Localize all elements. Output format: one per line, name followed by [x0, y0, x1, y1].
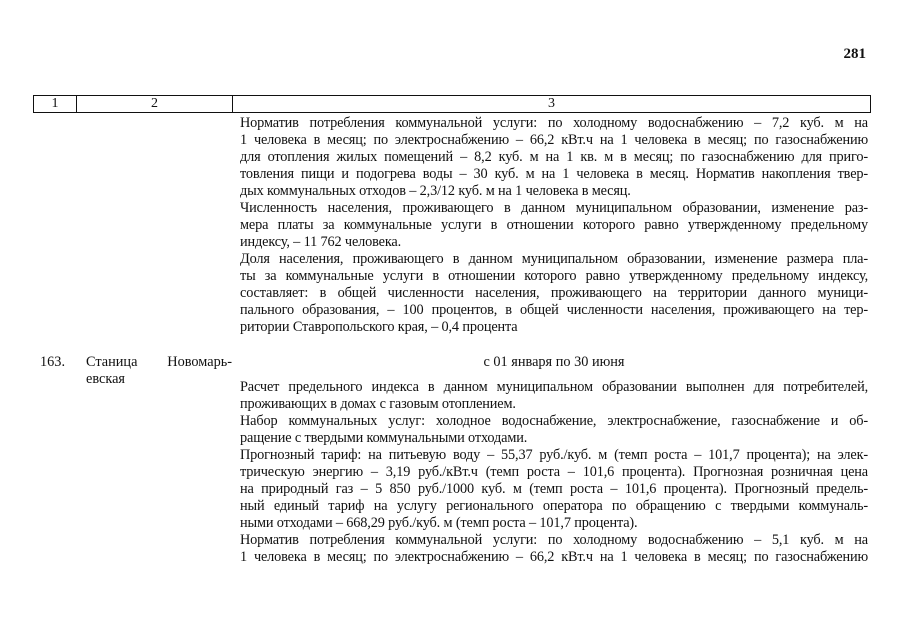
text-line: Норматив потребления коммунальной услуги: по холодному водоснабжению – 7,2 куб. м на	[240, 115, 868, 131]
text-line: 1 человека в месяц; по электроснабжению – 66,2 кВт.ч на 1 человека в месяц; по газоснабжению	[240, 132, 868, 148]
text-line: индексу, – 11 762 человека.	[240, 234, 402, 250]
header-col-1: 1	[34, 96, 77, 112]
text-line: ный единый тариф на услугу регионального оператора по обращению с твердыми коммуналь-	[240, 498, 868, 514]
text-line: мера платы за коммунальные услуги в отношении которого равно утвержденному предельному	[240, 217, 868, 233]
text-line: товления пищи и подогрева воды – 30 куб. м на 1 человека в месяц. Норматив накопления твер-	[240, 166, 868, 182]
text-line: пального образования, – 100 процентов, в общей численности населения, проживающего на тер-	[240, 302, 868, 318]
text-line: Доля населения, проживающего в данном муниципальном образовании, изменение размера пла-	[240, 251, 868, 267]
entry-text	[240, 379, 868, 566]
text-line: Расчет предельного индекса в данном муниципальном образовании выполнен для потребителей,	[240, 379, 868, 395]
text-line: проживающих в домах с газовым отоплением.	[240, 396, 516, 412]
entry-name-part: евская	[86, 371, 126, 387]
text-line: 1 человека в месяц; по электроснабжению – 66,2 кВт.ч на 1 человека в месяц; по газоснабжению	[240, 549, 868, 565]
text-line: ты за коммунальные услуги в отношении которого равно утвержденному предельному индексу,	[240, 268, 868, 284]
text-line: ными отходами – 668,29 руб./куб. м (темп роста – 101,7 процента).	[240, 515, 638, 531]
entry-name	[86, 354, 232, 388]
entry-number: 163.	[40, 354, 66, 370]
header-col-2: 2	[77, 96, 233, 112]
text-line: ритории Ставропольского края, – 0,4 процента	[240, 319, 518, 335]
entry-period: с 01 января по 30 июня	[483, 354, 625, 370]
text-line: трическую энергию – 3,19 руб./кВт.ч (темп роста – 101,6 процента). Прогнозная розничная цена	[240, 464, 868, 480]
entry-name-part: Станица	[86, 354, 138, 370]
entry-name-part: Новомарь-	[167, 354, 232, 370]
text-line: ращение с твердыми коммунальными отходами.	[240, 430, 528, 446]
header-col-3: 3	[548, 96, 555, 111]
page-number: 281	[843, 46, 866, 62]
text-line: составляет: в общей численности населения, проживающего на территории данного муници-	[240, 285, 868, 301]
table-header-row	[33, 95, 871, 113]
text-line: Численность населения, проживающего в данном муниципальном образовании, изменение раз-	[240, 200, 868, 216]
text-line: Прогнозный тариф: на питьевую воду – 55,37 руб./куб. м (темп роста – 101,7 процента); на элек-	[240, 447, 868, 463]
text-line: дых коммунальных отходов – 2,3/12 куб. м на 1 человека в месяц.	[240, 183, 631, 199]
text-line: Норматив потребления коммунальной услуги: по холодному водоснабжению – 5,1 куб. м на	[240, 532, 868, 548]
text-line: для отопления жилых помещений – 8,2 куб. м на 1 кв. м в месяц; по газоснабжению для приго-	[240, 149, 868, 165]
text-line: на природный газ – 5 850 руб./1000 куб. м (темп роста – 101,6 процента). Прогнозный предель-	[240, 481, 868, 497]
block-top-text	[240, 115, 868, 336]
text-line: Набор коммунальных услуг: холодное водоснабжение, электроснабжение, газоснабжение и об-	[240, 413, 868, 429]
